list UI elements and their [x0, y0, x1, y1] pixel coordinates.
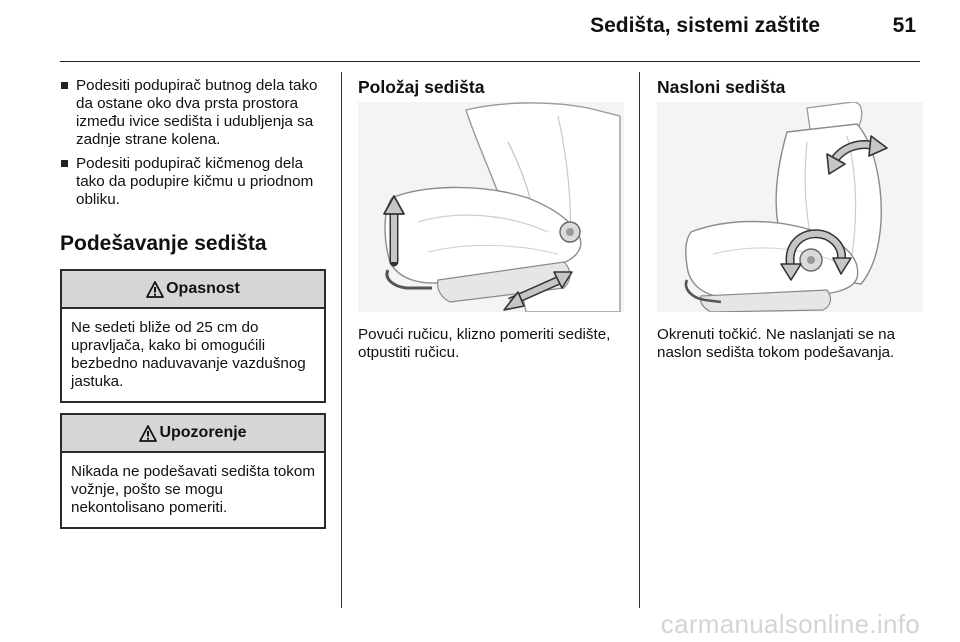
- warning-box: [60, 413, 326, 529]
- warning-triangle-icon: [146, 281, 164, 298]
- watermark-text: carmanualsonline.info: [660, 609, 920, 639]
- column-divider: [639, 72, 640, 608]
- left-column: [60, 77, 328, 539]
- square-bullet-icon: [61, 160, 68, 167]
- page-number: 51: [892, 14, 916, 37]
- seat-slide-illustration: [358, 102, 624, 312]
- square-bullet-icon: [61, 82, 68, 89]
- bullet-list: [60, 77, 328, 209]
- list-item-text: Podesiti podupirač kičmenog dela tako da podupire kičmu u priodnom obliku.: [76, 155, 314, 208]
- subsection-title: Nasloni sedišta: [657, 77, 786, 97]
- header-rule: [60, 61, 920, 62]
- list-item: [60, 77, 328, 149]
- warning-box-header: [62, 415, 324, 453]
- danger-label: Opasnost: [166, 280, 240, 297]
- list-item-text: Podesiti podupirač butnog dela tako da ostane oko dva prsta prostora između ivice sedišta i udubljenja sa zadnje strane kolena.: [76, 77, 318, 148]
- figure-caption: Okrenuti točkić. Ne naslanjati se na naslon sedišta tokom podešavanja.: [657, 326, 896, 361]
- column-divider: [341, 72, 342, 608]
- subsection-title: Položaj sedišta: [358, 77, 485, 97]
- seat-position-illustration: [358, 102, 624, 312]
- danger-box-header: [62, 271, 324, 309]
- list-item: [60, 155, 328, 209]
- danger-box: [60, 269, 326, 403]
- backrest-illustration: [657, 102, 923, 312]
- page-header-title: Sedišta, sistemi zaštite: [590, 14, 820, 37]
- figure-caption: Povući ručicu, klizno pomeriti sedište, otpustiti ručicu.: [358, 326, 611, 361]
- warning-text: Nikada ne podešavati sedišta tokom vožnje, pošto se mogu nekontolisano pomeriti.: [71, 463, 315, 516]
- section-title: Podešavanje sedišta: [60, 232, 267, 255]
- middle-column: [358, 77, 626, 362]
- danger-text: Ne sedeti bliže od 25 cm do upravljača, kako bi omogućili bezbedno naduvavanje vazdušnog jastuka.: [71, 319, 306, 390]
- warning-triangle-icon: [139, 425, 157, 442]
- backrest-recline-illustration: [657, 102, 923, 312]
- right-column: [657, 77, 925, 362]
- warning-label: Upozorenje: [159, 424, 247, 441]
